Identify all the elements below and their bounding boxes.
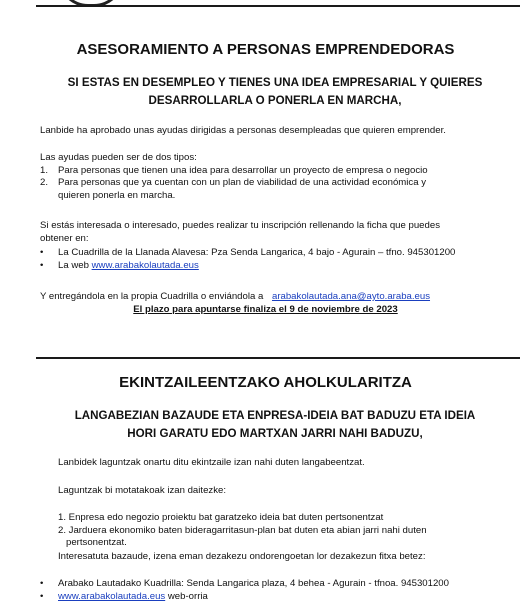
list-text: Para personas que ya cuentan con un plan de viabilidad de una actividad económica y [58, 177, 520, 190]
list-text: Para personas que tienen una idea para desarrollar un proyecto de empresa o negocio [58, 165, 428, 176]
list-text: La Cuadrilla de la Llanada Alavesa: Pza Senda Langarica, 4 bajo - Agurain – tfno. 945301200 [58, 247, 455, 258]
es-delivery-text: Y entregándola en la propia Cuadrilla o enviándola a [40, 291, 263, 302]
bullet-icon: • [40, 247, 43, 260]
es-interest-line-2: obtener en: [40, 233, 440, 246]
es-email-link[interactable]: arabakolautada.ana@ayto.araba.eus [272, 291, 430, 302]
list-text: quieren ponerla en marcha. [58, 190, 520, 203]
list-item [40, 247, 455, 260]
list-text: pertsonentzat. [58, 537, 427, 550]
list-marker: 2. [40, 177, 48, 190]
es-intro: Lanbide ha aprobado unas ayudas dirigidas a personas desempleadas que quieren emprender. [40, 125, 446, 138]
list-item [40, 578, 449, 591]
list-text: La web [58, 260, 92, 271]
list-text: Arabako Lautadako Kuadrilla: Senda Langarica plaza, 4 behea - Agurain - tfnoa. 945301200 [58, 578, 449, 589]
list-item [40, 591, 449, 603]
eu-types-lead: Laguntzak bi motatakoak izan daitezke: [58, 485, 226, 498]
eu-places [40, 578, 449, 603]
list-item [40, 260, 455, 273]
eu-subtitle [40, 407, 510, 443]
es-types [40, 152, 520, 202]
list-text: web-orria [165, 591, 208, 602]
es-subtitle [40, 74, 510, 110]
list-marker: 1. [40, 165, 48, 178]
bullet-icon: • [40, 260, 43, 273]
es-subtitle-line-2: DESARROLLARLA O PONERLA EN MARCHA, [40, 92, 510, 110]
section-divider [36, 357, 520, 359]
es-types-lead: Las ayudas pueden ser de dos tipos: [40, 152, 520, 165]
eu-web-link[interactable]: www.arabakolautada.eus [58, 591, 165, 602]
es-title: ASESORAMIENTO A PERSONAS EMPRENDEDORAS [0, 41, 531, 58]
bullet-icon: • [40, 578, 43, 591]
list-item [40, 165, 520, 178]
es-web-link[interactable]: www.arabakolautada.eus [92, 260, 199, 271]
list-text: 1. Enpresa edo negozio proiektu bat garatzeko ideia bat duten pertsonentzat [58, 512, 427, 525]
bullet-icon: • [40, 591, 43, 603]
es-subtitle-line-1: SI ESTAS EN DESEMPLEO Y TIENES UNA IDEA EMPRESARIAL Y QUIERES [40, 74, 510, 92]
top-divider [36, 5, 520, 7]
list-item [40, 177, 520, 202]
eu-types [58, 512, 427, 550]
eu-subtitle-line-2: HORI GARATU EDO MARTXAN JARRI NAHI BADUZU, [40, 425, 510, 443]
eu-interest: Interesatuta bazaude, izena eman dezakezu ondorengoetan lor dezakezun fitxa betez: [58, 551, 425, 564]
list-text: 2. Jarduera ekonomiko baten bideragarritasun-plan bat duten eta abian jarri nahi duten [58, 525, 427, 538]
eu-title: EKINTZAILEENTZAKO AHOLKULARITZA [0, 374, 531, 391]
es-interest-line-1: Si estás interesada o interesado, puedes realizar tu inscripción rellenando la ficha que puedes [40, 220, 440, 233]
es-delivery [40, 291, 430, 304]
es-interest [40, 220, 440, 245]
es-deadline: El plazo para apuntarse finaliza el 9 de noviembre de 2023 [0, 304, 531, 315]
eu-subtitle-line-1: LANGABEZIAN BAZAUDE ETA ENPRESA-IDEIA BAT BADUZU ETA IDEIA [40, 407, 510, 425]
es-places [40, 247, 455, 272]
eu-intro: Lanbidek laguntzak onartu ditu ekintzaile izan nahi duten langabeentzat. [58, 457, 365, 470]
